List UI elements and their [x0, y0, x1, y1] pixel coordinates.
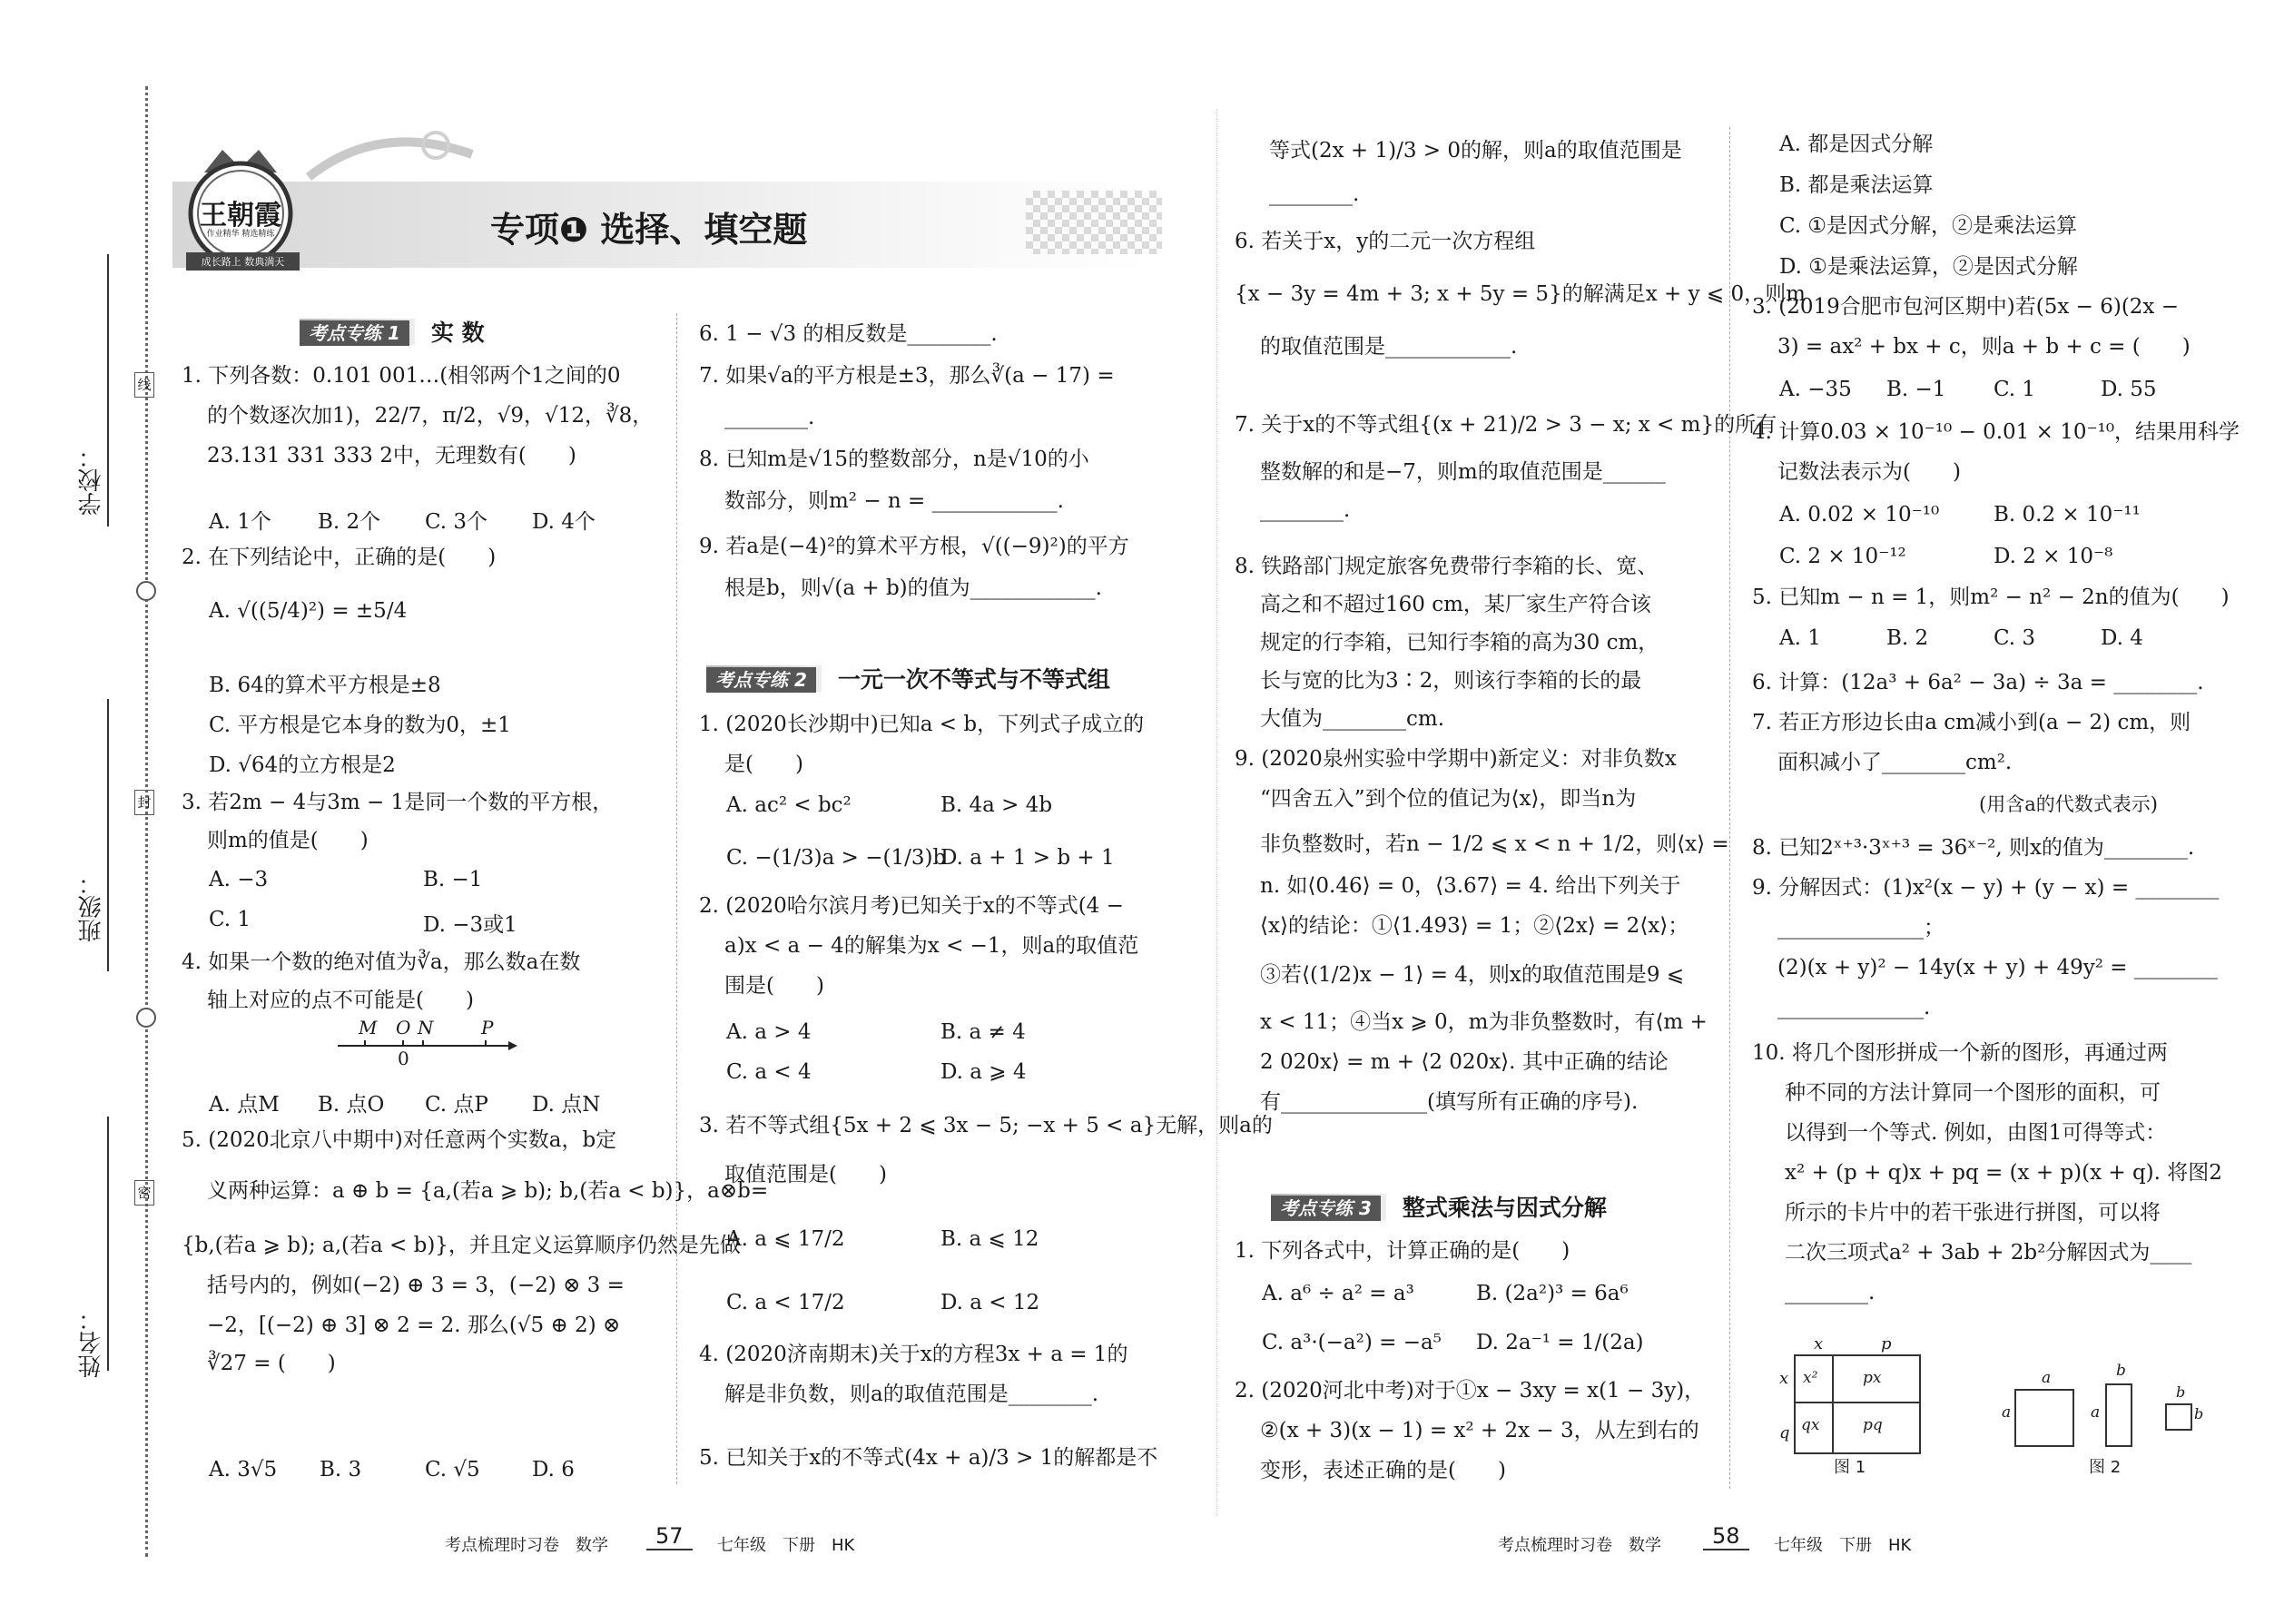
question-text: 9. (2020泉州实验中学期中)新定义：对非负数x — [1235, 747, 1677, 771]
option-b[interactable]: B. 都是乘法运算 — [1779, 173, 1934, 197]
point-label-o: O — [396, 1017, 411, 1038]
question-1-9 — [699, 532, 1129, 603]
question-text: 7. 关于x的不等式组{(x + 21)/2 > 3 − x; x < m}的所有 — [1235, 413, 1777, 437]
option-d[interactable]: D. a ⩾ 4 — [940, 1060, 1027, 1084]
point-label-n: N — [418, 1017, 434, 1038]
question-text: 面积减小了________cm². — [1777, 751, 2013, 774]
question-text: 4. 计算0.03 × 10⁻¹⁰ − 0.01 × 10⁻¹⁰，结果用科学 — [1752, 420, 2240, 444]
question-text: ③若⟨(1/2)x − 1⟩ = 4，则x的取值范围是9 ⩽ — [1260, 963, 1685, 987]
brand-ribbon: 成长路上 数典满天 — [186, 252, 300, 271]
option-d[interactable]: D. 6 — [532, 1458, 575, 1481]
fig1-cell-qx: qx — [1801, 1416, 1820, 1434]
option-c[interactable]: C. a < 17/2 — [726, 1291, 845, 1314]
option-d[interactable]: D. √64的立方根是2 — [209, 753, 396, 777]
option-a[interactable]: A. −35 — [1779, 378, 1852, 401]
question-text: 则m的值是( ) — [207, 829, 369, 852]
question-3-7 — [1752, 708, 2191, 777]
fig1-grid-divider — [1796, 1402, 1919, 1403]
question-text: 2 020x⟩ = m + ⟨2 020x⟩. 其中正确的结论 — [1260, 1050, 1669, 1074]
question-2-8 — [1235, 552, 1659, 733]
question-text: ________. — [1269, 182, 1360, 206]
question-text: 2. (2020河北中考)对于①x − 3xy = x(1 − 3y)， — [1235, 1379, 1706, 1403]
fig2-label-b-small-right: b — [2194, 1405, 2204, 1422]
question-1-5 — [182, 1126, 768, 1378]
question-text: ______________； — [1777, 916, 1944, 940]
question-text: 8. 铁路部门规定旅客免费带行李箱的长、宽、 — [1235, 555, 1659, 578]
section-3-header — [1271, 1191, 1607, 1222]
question-text: 2. 在下列结论中，正确的是( ) — [182, 546, 497, 569]
option-d[interactable]: D. a < 12 — [940, 1291, 1040, 1314]
question-1-3 — [182, 788, 613, 855]
fig2-label-b-small-top: b — [2176, 1383, 2186, 1401]
question-text: 3. (2019合肥市包河区期中)若(5x − 6)(2x − — [1752, 295, 2179, 319]
question-text: ________. — [1785, 1281, 1876, 1304]
binding-mark-secret: 密 — [134, 1180, 154, 1206]
option-d[interactable]: D. a + 1 > b + 1 — [940, 846, 1115, 870]
name-label: 姓名： — [78, 1307, 105, 1378]
option-d[interactable]: D. 4 — [2101, 626, 2143, 650]
option-d[interactable]: D. 4个 — [532, 510, 596, 534]
option-b[interactable]: B. −1 — [423, 868, 483, 891]
page-fold — [1216, 109, 1217, 1516]
brand-subtitle: 作业精华 精选精练 — [206, 230, 275, 239]
question-2-2 — [699, 891, 1138, 1000]
question-text: 数部分，则m² − n = ____________. — [724, 489, 1064, 513]
binding-dotted-line — [145, 86, 148, 1557]
option-b[interactable]: B. 64的算术平方根是±8 — [209, 674, 441, 697]
footer-left-grade: 七年级 下册 HK — [717, 1536, 855, 1555]
question-1-1 — [182, 361, 653, 470]
option-a[interactable]: A. a⁶ ÷ a² = a³ — [1262, 1282, 1414, 1305]
question-text: ________. — [1260, 498, 1351, 522]
question-text: 9. 分解因式：(1)x²(x − y) + (y − x) = ________ — [1752, 876, 2220, 900]
figure-2 — [2002, 1362, 2204, 1477]
option-d[interactable]: D. 55 — [2101, 378, 2157, 401]
question-text: “四舍五入”到个位的值记为⟨x⟩，即当n为 — [1260, 787, 1637, 811]
footer-right-series: 考点梳理时习卷 数学 — [1498, 1536, 1661, 1555]
fig1-left-q: q — [1779, 1423, 1790, 1442]
option-a[interactable]: A. −3 — [209, 868, 269, 891]
fig2-rect-ab — [2105, 1383, 2132, 1447]
page-number-right: 58 — [1703, 1523, 1749, 1550]
binding-hole-icon — [136, 581, 156, 601]
question-3-4 — [1752, 418, 2240, 487]
question-text: (2)(x + y)² − 14y(x + y) + 49y² = ________ — [1777, 956, 2218, 979]
option-c[interactable]: C. a³·(−a²) = −a⁵ — [1262, 1331, 1442, 1354]
fig1-left-x: x — [1779, 1369, 1789, 1388]
question-2-5-continued — [1244, 136, 1682, 209]
question-text: 义两种运算：a ⊕ b = {a,(若a ⩾ b); b,(若a < b)}，a⊗b= — [207, 1179, 769, 1203]
question-text: 整数解的和是−7，则m的取值范围是______ — [1260, 460, 1666, 484]
question-text: ∛27 = ( ) — [207, 1352, 336, 1375]
question-text: 5. 已知m − n = 1，则m² − n² − 2n的值为( ) — [1752, 586, 2230, 609]
question-text: 的取值范围是____________. — [1260, 335, 1518, 359]
footer-right-grade: 七年级 下册 HK — [1774, 1536, 1912, 1555]
question-text: ⟨x⟩的结论：①⟨1.493⟩ = 1；②⟨2x⟩ = 2⟨x⟩； — [1260, 914, 1689, 938]
binding-mark-seal: 封 — [134, 790, 154, 815]
number-line — [336, 1017, 517, 1069]
question-text: 8. 已知2ˣ⁺³·3ˣ⁺³ = 36ˣ⁻², 则x的值为________. — [1752, 836, 2195, 860]
question-text: 轴上对应的点不可能是( ) — [207, 989, 474, 1012]
brand-name: 王朝霞 — [200, 200, 281, 231]
question-text: 变形，表述正确的是( ) — [1260, 1459, 1506, 1482]
section-2-header — [706, 663, 1110, 694]
option-a[interactable]: A. √((5/4)²) = ±5/4 — [209, 599, 408, 623]
question-text: 3. 若不等式组{5x + 2 ⩽ 3x − 5; −x + 5 < a}无解，则a的 — [699, 1114, 1273, 1137]
option-b[interactable]: B. 2 — [1886, 626, 1929, 650]
fig1-caption: 图 1 — [1834, 1458, 1866, 1477]
section-1-tag: 考点专练 1 — [300, 320, 409, 346]
point-label-m: M — [359, 1017, 378, 1038]
option-c[interactable]: C. 1 — [1994, 378, 2036, 401]
option-c[interactable]: C. 1 — [209, 908, 251, 931]
fig2-label-a-left: a — [2002, 1403, 2012, 1422]
question-text: 记数法表示为( ) — [1777, 460, 1961, 484]
fig2-square-b — [2165, 1403, 2192, 1431]
question-text: a)x < a − 4的解集为x < −1，则a的取值范 — [724, 934, 1139, 958]
option-a[interactable]: A. ac² < bc² — [726, 793, 852, 817]
option-c[interactable]: C. −(1/3)a > −(1/3)b — [726, 846, 947, 870]
question-text: 根是b，则√(a + b)的值为____________. — [724, 576, 1102, 600]
brand-logo — [172, 136, 309, 272]
question-text: 非负整数时，若n − 1/2 ⩽ x < n + 1/2，则⟨x⟩ = — [1260, 832, 1729, 856]
option-c[interactable]: C. 3 — [1994, 626, 2036, 650]
question-text: 5. (2020北京八中期中)对任意两个实数a，b定 — [182, 1128, 617, 1152]
option-c[interactable]: C. √5 — [425, 1458, 480, 1481]
question-3-6 — [1752, 668, 2204, 697]
question-text: 6. 若关于x，y的二元一次方程组 — [1235, 230, 1536, 253]
option-c[interactable]: C. 2 × 10⁻¹² — [1779, 545, 1906, 568]
option-d[interactable]: D. ①是乘法运算，②是因式分解 — [1779, 255, 2078, 279]
point-label-p: P — [481, 1017, 494, 1038]
question-text: 6. 计算：(12a³ + 6a² − 3a) ÷ 3a = ________. — [1752, 671, 2204, 694]
footer-left-series: 考点梳理时习卷 数学 — [445, 1536, 608, 1555]
page-number-left: 57 — [646, 1523, 693, 1550]
question-text: 3) = ax² + bx + c，则a + b + c = ( ) — [1777, 335, 2191, 359]
option-a[interactable]: A. 点M — [209, 1093, 280, 1117]
option-d[interactable]: D. −3或1 — [423, 913, 517, 937]
fig2-label-a-top: a — [2042, 1369, 2052, 1387]
option-d[interactable]: D. 2a⁻¹ = 1/(2a) — [1476, 1331, 1644, 1354]
question-text: 5. 已知关于x的不等式(4x + a)/3 > 1的解都是不 — [699, 1446, 1158, 1470]
fig1-grid — [1794, 1354, 1921, 1454]
option-a[interactable]: A. a ⩽ 17/2 — [726, 1227, 845, 1251]
question-text: x < 11；④当x ⩾ 0，m为非负整数时，有⟨m + — [1260, 1010, 1708, 1034]
question-text: n. 如⟨0.46⟩ = 0，⟨3.67⟩ = 4. 给出下列关于 — [1260, 874, 1681, 898]
question-text: 1. 下列各式中，计算正确的是( ) — [1235, 1239, 1570, 1263]
option-b[interactable]: B. 0.2 × 10⁻¹¹ — [1994, 503, 2141, 527]
question-2-9 — [1235, 744, 1729, 1117]
option-d[interactable]: D. 点N — [532, 1093, 601, 1117]
option-c[interactable]: C. 3个 — [425, 510, 488, 534]
fig1-cell-px: px — [1863, 1369, 1882, 1387]
section-1-header — [300, 316, 485, 347]
option-b[interactable]: B. −1 — [1886, 378, 1946, 401]
section-1-title: 实 数 — [430, 320, 485, 346]
question-text: 围是( ) — [724, 974, 824, 998]
binding-mark-line: 线 — [134, 372, 154, 398]
fig1-top-x: x — [1814, 1334, 1824, 1353]
question-1-7 — [699, 361, 1115, 432]
question-text: 种不同的方法计算同一个图形的面积，可 — [1785, 1081, 2161, 1105]
question-3-1 — [1235, 1236, 1570, 1265]
question-1-8 — [699, 445, 1089, 516]
question-2-1 — [699, 710, 1144, 779]
question-text: 取值范围是( ) — [724, 1163, 887, 1186]
class-label: 班级： — [78, 871, 105, 942]
option-d[interactable]: D. 2 × 10⁻⁸ — [1994, 545, 2113, 568]
question-text: {x − 3y = 4m + 3; x + 5y = 5}的解满足x + y ⩽ 0，则m — [1235, 282, 1806, 306]
question-2-5 — [699, 1443, 1157, 1472]
binding-hole-icon — [136, 1008, 156, 1028]
question-text: 1. (2020长沙期中)已知a < b，下列式子成立的 — [699, 713, 1145, 736]
question-1-2 — [182, 543, 496, 572]
question-1-4 — [182, 948, 580, 1015]
question-text: 高之和不超过160 cm，某厂家生产符合该 — [1260, 593, 1651, 616]
question-text: 以得到一个等式. 例如，由图1可得等式： — [1785, 1121, 2167, 1145]
question-3-2 — [1235, 1376, 1705, 1485]
question-text: 8. 已知m是√15的整数部分，n是√10的小 — [699, 448, 1089, 471]
question-text: 7. 如果√a的平方根是±3，那么∛(a − 17) = — [699, 364, 1115, 388]
question-3-9 — [1752, 873, 2219, 1022]
question-text: 等式(2x + 1)/3 > 0的解，则a的取值范围是 — [1269, 139, 1682, 162]
question-text: ②(x + 3)(x − 1) = x² + 2x − 3，从左到右的 — [1260, 1419, 1699, 1442]
question-3-7-note: (用含a的代数式表示) — [1979, 793, 2158, 815]
fig2-label-b-top: b — [2116, 1362, 2126, 1380]
question-text: 规定的行李箱，已知行李箱的高为30 cm， — [1260, 631, 1659, 655]
question-text: 4. (2020济南期末)关于x的方程3x + a = 1的 — [699, 1343, 1128, 1366]
option-b[interactable]: B. 2个 — [318, 510, 381, 534]
question-text: −2，[(−2) ⊕ 3] ⊗ 2 = 2. 那么(√5 ⊕ 2) ⊗ — [207, 1314, 621, 1337]
origin-label: 0 — [398, 1048, 409, 1069]
question-text: 4. 如果一个数的绝对值为∛a，那么数a在数 — [182, 950, 581, 974]
fig1-grid-divider — [1832, 1356, 1834, 1452]
question-text: 是( ) — [724, 753, 803, 776]
option-b[interactable]: B. 点O — [318, 1093, 385, 1117]
option-a[interactable]: A. 1 — [1779, 626, 1821, 650]
question-text: 长与宽的比为3∶2，则该行李箱的长的最 — [1260, 669, 1642, 693]
question-text: 有______________(填写所有正确的序号). — [1260, 1090, 1639, 1114]
question-2-7 — [1235, 410, 1777, 525]
section-3-tag: 考点专练 3 — [1271, 1196, 1381, 1221]
question-text: 2. (2020哈尔滨月考)已知关于x的不等式(4 − — [699, 894, 1124, 918]
fig1-top-p: p — [1881, 1334, 1892, 1353]
option-a[interactable]: A. 0.02 × 10⁻¹⁰ — [1779, 503, 1940, 527]
option-c[interactable]: C. 平方根是它本身的数为0，±1 — [209, 714, 511, 737]
question-text: 解是非负数，则a的取值范围是________. — [724, 1383, 1099, 1406]
question-3-5 — [1752, 583, 2230, 612]
figure-1 — [1779, 1334, 1934, 1477]
header-checker-pattern — [1026, 191, 1162, 254]
section-3-title: 整式乘法与因式分解 — [1402, 1195, 1607, 1221]
question-text: {b,(若a ⩾ b); a,(若a < b)}，并且定义运算顺序仍然是先做 — [182, 1234, 741, 1257]
question-2-6 — [1235, 227, 1806, 361]
option-b[interactable]: B. a ≠ 4 — [940, 1020, 1026, 1044]
question-text: 3. 若2m − 4与3m − 1是同一个数的平方根， — [182, 791, 614, 814]
option-c[interactable]: C. ①是因式分解，②是乘法运算 — [1779, 214, 2078, 238]
section-2-tag: 考点专练 2 — [706, 667, 816, 693]
question-text: 二次三项式a² + 3ab + 2b²分解因式为____ — [1785, 1241, 2192, 1265]
question-text: ________. — [724, 406, 815, 429]
question-1-6 — [699, 320, 998, 349]
question-text: 所示的卡片中的若干张进行拼图，可以将 — [1785, 1201, 2161, 1225]
fig2-caption: 图 2 — [2089, 1458, 2122, 1477]
fig1-cell-x2: x² — [1803, 1369, 1818, 1387]
question-text: 9. 若a是(−4)²的算术平方根，√((−9)²)的平方 — [699, 535, 1129, 558]
option-b[interactable]: B. 4a > 4b — [940, 793, 1053, 817]
question-text: 7. 若正方形边长由a cm减小到(a − 2) cm，则 — [1752, 711, 2191, 734]
question-text: x² + (p + q)x + pq = (x + p)(x + q). 将图2 — [1785, 1161, 2222, 1185]
option-a[interactable]: A. 1个 — [209, 510, 271, 534]
option-b[interactable]: B. a ⩽ 12 — [940, 1227, 1039, 1251]
question-text: 括号内的，例如(−2) ⊕ 3 = 3，(−2) ⊗ 3 = — [207, 1274, 625, 1297]
option-c[interactable]: C. 点P — [425, 1093, 488, 1117]
question-3-3 — [1752, 292, 2191, 361]
question-text: 6. 1 − √3 的相反数是________. — [699, 322, 998, 346]
question-text: ______________. — [1777, 996, 1931, 1019]
school-label: 学校： — [78, 445, 105, 516]
question-3-10 — [1752, 1038, 2222, 1307]
option-c[interactable]: C. a < 4 — [726, 1060, 812, 1084]
option-b[interactable]: B. (2a²)³ = 6a⁶ — [1476, 1282, 1629, 1305]
ribbon-decoration-icon — [300, 123, 481, 186]
option-a[interactable]: A. 都是因式分解 — [1779, 133, 1934, 156]
question-2-4 — [699, 1340, 1127, 1409]
fig2-label-a-rect: a — [2091, 1403, 2101, 1422]
question-text: 大值为________cm. — [1260, 707, 1445, 731]
question-text: 10. 将几个图形拼成一个新的图形，再通过两 — [1752, 1041, 2168, 1065]
question-3-8 — [1752, 833, 2194, 862]
option-b[interactable]: B. 3 — [320, 1458, 362, 1481]
page-title: 专项❶ 选择、填空题 — [490, 210, 808, 250]
question-text: 1. 下列各数：0.101 001…(相邻两个1之间的0 — [182, 364, 621, 388]
option-a[interactable]: A. a > 4 — [726, 1020, 812, 1044]
option-a[interactable]: A. 3√5 — [209, 1458, 278, 1481]
question-2-3 — [699, 1111, 1273, 1189]
fig2-square-a — [2014, 1389, 2074, 1447]
question-text: 的个数逐次加1)，22/7，π/2，√9，√12，∛8， — [207, 404, 654, 428]
question-text: 23.131 331 333 2中，无理数有( ) — [207, 444, 576, 468]
fig1-cell-pq: pq — [1863, 1416, 1883, 1434]
section-2-title: 一元一次不等式与不等式组 — [837, 666, 1110, 693]
